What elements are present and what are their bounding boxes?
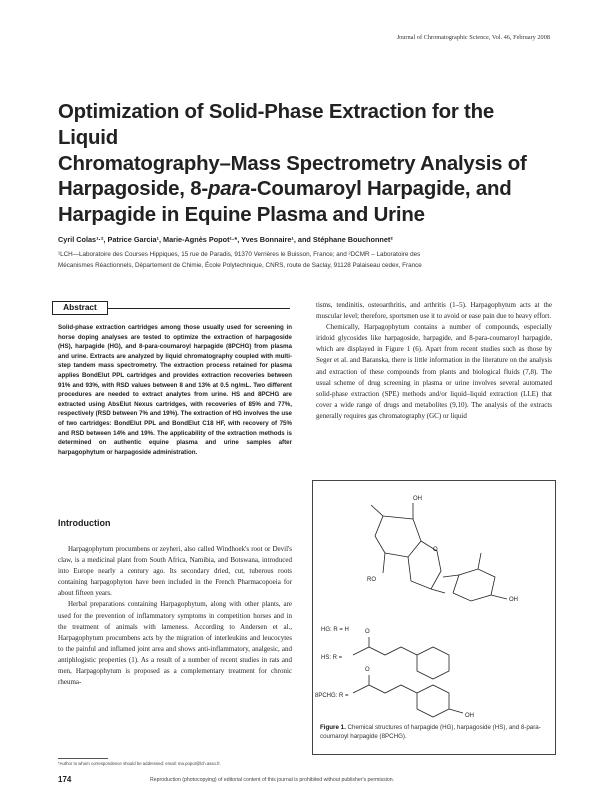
introduction-body bbox=[58, 544, 292, 688]
right-paragraph-2: Chemically, Harpagophytum contains a number of compounds, especially iridoid glycosides like harpagoside, harpagide, and 8-para-coumaroyl harpagide, which are displayed in Figure 1 (6). Apart from recent studies such as those by Seger et al. and Baranska, there is little information in the literature on the analysis and extraction of these compounds from plants and biological fluids (7,8). The usual scheme of drug screening in plasma or urine involves several automated solid-phase extraction (SPE) methods and/or liquid–liquid extraction (LLE) that cover a wide range of drugs and metabolites (9,10). The analysis of the extracts generally requires gas chromatography (GC) or liquid bbox=[316, 323, 552, 420]
title-line-4: Harpagide in Equine Plasma and Urine bbox=[58, 204, 425, 227]
oh-label-glucose: OH bbox=[509, 597, 518, 603]
page-number: 174 bbox=[58, 775, 72, 784]
abstract-rule bbox=[108, 308, 290, 309]
hs-r-label: HS: R = bbox=[321, 655, 343, 661]
author-list: Cyril Colas¹·², Patrice Garcia¹, Marie-Agnès Popot¹·*, Yves Bonnaire¹, and Stéphane Bouchonnet² bbox=[58, 235, 393, 244]
figure-1-caption: Figure 1. Chemical structures of harpagide (HG), harpagoside (HS), and 8-para-coumaroyl harpagide (8PCHG). bbox=[320, 724, 541, 741]
cyclopentane-ring bbox=[375, 516, 421, 557]
footnote-rule bbox=[58, 758, 108, 759]
phenyl-ring-8pchg bbox=[417, 685, 449, 717]
intro-paragraph-1: Harpagophytum procumbens or zeyheri, also called Windhoek's root or Devil's claw, is a medicinal plant from South Africa, Namibia, and Botswana, introduced into Europe nearly a century ago. Its secondary dried, cut, tuberous roots containing harpagophyton have been included in the French Pharmacopoeia for about fifteen years. bbox=[58, 545, 292, 598]
reproduction-notice: Reproduction (photocopying) of editorial content of this journal is prohibited without publisher's permission. bbox=[150, 777, 395, 783]
cinnamoyl-chain bbox=[353, 647, 417, 655]
hs-carbonyl-o-label: O bbox=[365, 629, 370, 635]
abstract-text: Solid-phase extraction cartridges among those usually used for screening in horse doping analyses are tested to optimize the extraction of harpagoside (HS), harpagide (HG), and 8-para-coumaroyl harpagide (8PCHG) from plasma and urine. Extracts are analyzed by liquid chromatography coupled with multi-step tandem mass spectrometry. The extraction process retained for plasma applies BondElut PPL cartridges and provides extraction recoveries between 91% and 93%, with RSD values between 8 and 13% at 0.5 ng/mL. Two different procedures are needed to extract analytes from urine. HS and 8PCHG are extracted using AbsElut Nexus cartridges, with recoveries of 85% and 77%, respectively (RSD between 7% and 19%). The extraction of HG involves the use of two cartridges: BondElut PPL and BondElut C18 HF, with recovery of 75% and RSD between 14% and 19%. The applicability of the extraction methods is determined on authentic equine plasma and urine samples after harpagophytum or harpagoside administration. bbox=[58, 324, 292, 456]
oh-label-phenol: OH bbox=[465, 713, 474, 719]
title-line-3: Harpagoside, 8-para-Coumaroyl Harpagide, and bbox=[58, 178, 512, 201]
figure-1-frame bbox=[312, 480, 556, 755]
8pchg-r-label: 8PCHG: R = bbox=[315, 693, 349, 699]
introduction-heading: Introduction bbox=[58, 518, 111, 528]
right-paragraph-1: tisms, tendinitis, osteoarthritis, and arthritis (1–5). Harpagophytum acts at the muscular level; therefore, sportsmen use it to avoid or ease pain due to heavy effort. bbox=[316, 301, 552, 321]
correspondence-footnote: *Author to whom correspondence should be addressed: email: ma.popot@lch.asso.fr. bbox=[58, 761, 221, 766]
coumaroyl-chain bbox=[353, 685, 417, 693]
article-title bbox=[58, 100, 548, 229]
oh-label-top: OH bbox=[413, 496, 422, 502]
journal-header: Journal of Chromatographic Science, Vol. 46, February 2008 bbox=[396, 34, 550, 41]
glucose-ring bbox=[453, 569, 495, 601]
title-line-2: Chromatography–Mass Spectrometry Analysis of bbox=[58, 152, 527, 175]
ro-label: RO bbox=[367, 577, 376, 583]
abstract-label: Abstract bbox=[63, 302, 97, 312]
chemical-structures-drawing bbox=[313, 481, 557, 721]
intro-paragraph-2: Herbal preparations containing Harpagophytum, along with other plants, are used for the prevention of inflammatory symptoms in competition horses and in the treatment of animals with lameness. According to Andersen et al., Harpagophytum procumbens acts by the migration of interleukins and leucocytes to the painful and inflamed joint area and shows anti-inflammatory, analgesic, and antiphlogistic properties (1). As a result of a number of recent studies in rats and men, Harpagophytum is proposed as a complementary treatment for chronic rheuma- bbox=[58, 600, 292, 687]
phenyl-ring-hs bbox=[417, 647, 449, 679]
ring-o-label: O bbox=[433, 547, 438, 553]
8pchg-carbonyl-o-label: O bbox=[365, 667, 370, 673]
affiliation-line-1: ¹LCH—Laboratoire des Courses Hippiques, 15 rue de Paradis, 91370 Verrières le Buisson, France; and ²DCMR – Laboratoire des bbox=[58, 251, 421, 258]
affiliations bbox=[58, 250, 558, 271]
hg-r-label: HG: R = H bbox=[321, 627, 349, 633]
title-line-1: Optimization of Solid-Phase Extraction for the Liquid bbox=[58, 101, 495, 149]
right-column-body bbox=[316, 300, 552, 422]
affiliation-line-2: Mécanismes Réactionnels, Département de Chimie, École Polytechnique, CNRS, route de Saclay, 91128 Palaiseau cedex, France bbox=[58, 261, 422, 269]
